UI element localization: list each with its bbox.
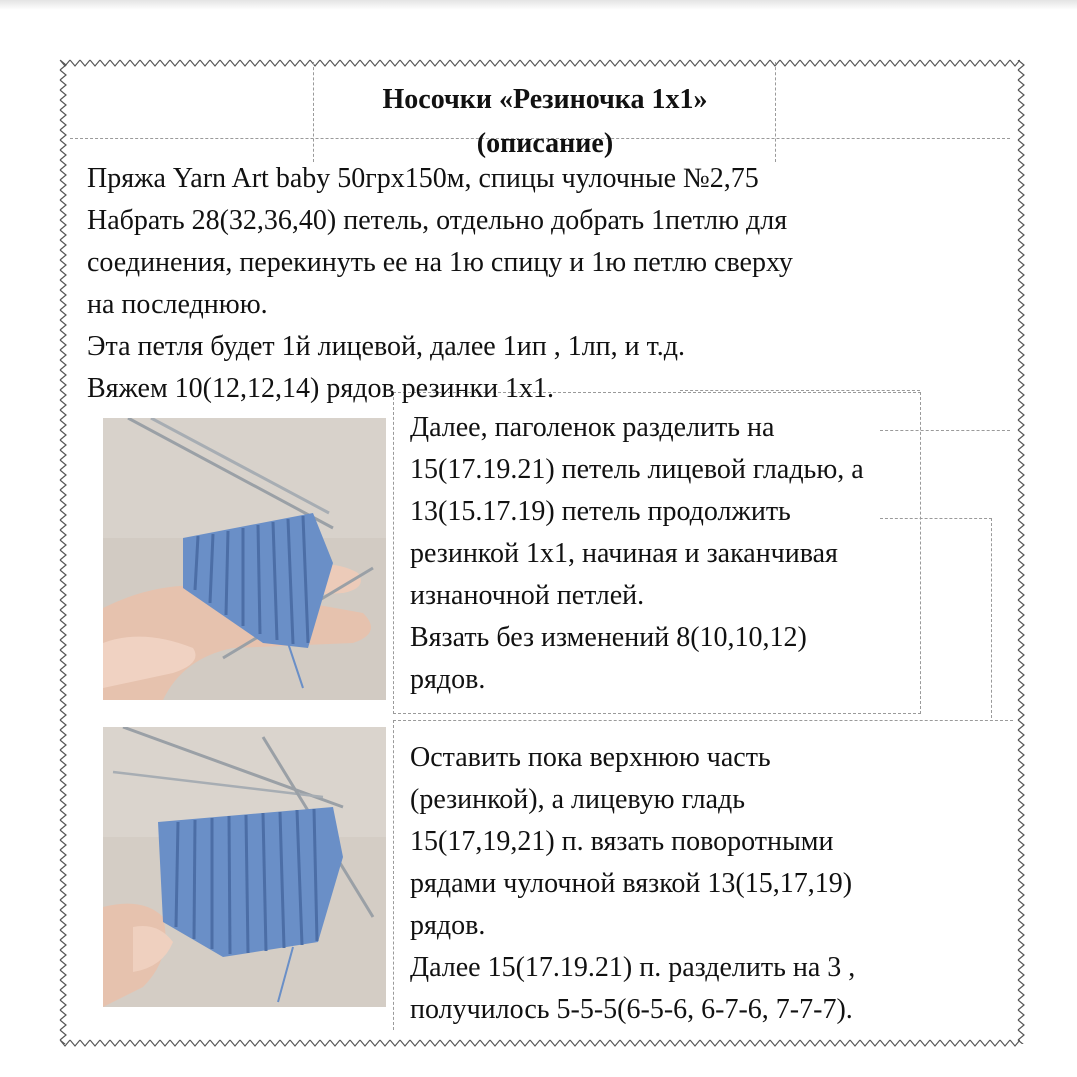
title-line: Носочки «Резиночка 1х1» [382,84,708,115]
intro-line: Набрать 28(32,36,40) петель, отдельно добрать 1петлю для [87,205,788,236]
block1-line: рядов. [410,664,486,695]
block1-line: резинкой 1х1, начиная и заканчивая [410,538,838,569]
block2-line: рядов. [410,910,486,941]
block2-line: Далее 15(17.19.21) п. разделить на 3 , [410,952,856,983]
block1-line: Вязать без изменений 8(10,10,12) [410,622,807,653]
knitting-photo-1 [103,418,386,700]
guide-line [880,430,1010,431]
zigzag-border-bottom [60,1036,1020,1050]
block2-line: получилось 5-5-5(6-5-6, 6-7-6, 7-7-7). [410,994,853,1025]
zigzag-border-right [1014,60,1028,1044]
knitting-photo-2 [103,727,386,1007]
block2-line: Оставить пока верхнюю часть [410,742,771,773]
guide-line [991,518,992,718]
intro-line: на последнюю. [87,289,268,320]
block1-line: изнаночной петлей. [410,580,645,611]
title-subtitle: (описание) [476,128,614,159]
guide-line [393,720,394,1030]
intro-line: Пряжа Yarn Art baby 50грх150м, спицы чулочные №2,75 [87,163,759,194]
top-shadow [0,0,1077,10]
guide-line [880,518,992,519]
text-block-2 [410,737,855,1031]
block1-line: Далее, паголенок разделить на [410,412,775,443]
intro-line: Эта петля будет 1й лицевой, далее 1ип , 1лп, и т.д. [87,331,686,362]
intro-line: соединения, перекинуть ее на 1ю спицу и 1ю петлю сверху [87,247,793,278]
text-block-1 [410,407,864,701]
block2-line: рядами чулочной вязкой 13(15,17,19) [410,868,853,899]
block2-line: (резинкой), а лицевую гладь [410,784,746,815]
zigzag-border-left [56,60,70,1044]
block1-line: 13(15.17.19) петель продолжить [410,496,791,527]
intro-text [87,158,1007,410]
intro-line: Вяжем 10(12,12,14) рядов резинки 1х1. [87,373,555,404]
document-title [310,78,780,166]
zigzag-border-top [60,56,1020,70]
block1-line: 15(17.19.21) петель лицевой гладью, а [410,454,864,485]
block2-line: 15(17,19,21) п. вязать поворотными [410,826,834,857]
guide-line [393,720,1013,721]
